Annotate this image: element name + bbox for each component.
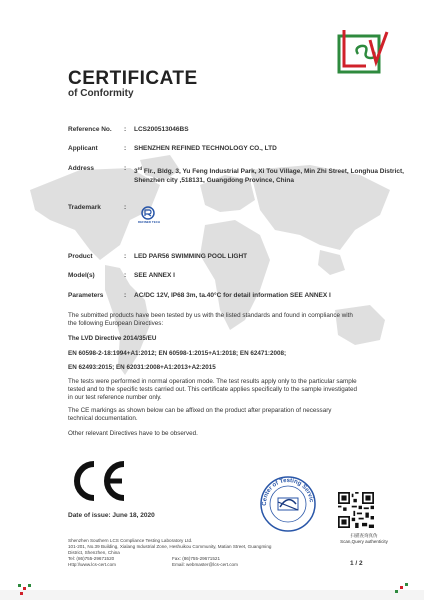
address-text: Flr., Bldg. 3, Yu Feng Industrial Park, Xi Tou Village, Min Zhi Street, Longhua District, Shenzhen city ,518131, Guangdong Province, China [134,168,404,184]
trademark-label: Trademark [68,204,101,211]
model-colon: : [124,272,127,279]
product-value: LED PAR56 SWIMMING POOL LIGHT [134,253,248,260]
footer-email[interactable]: Email: webmaster@lcs-cert.com [172,562,238,567]
parameters-label: Parameters [68,292,104,299]
footer-tel: Tel: (86)755-29671520 [68,556,115,561]
parameters-colon: : [124,292,127,299]
reference-colon: : [124,126,127,133]
product-colon: : [124,253,127,260]
address-value [134,165,414,185]
ce-mark-icon [66,458,130,504]
parameters-value: AC/DC 12V, IP68 3m, ta.40°C for detail information SEE ANNEX I [134,292,331,299]
footer-fax: Fax: (86)755-29671521 [172,556,221,561]
applicant-colon: : [124,145,127,152]
qr-label-en: Scan,Query authenticity [340,539,388,544]
footer-web[interactable]: Http:\\www.lcs-cert.com [68,562,116,567]
footer-web-row [68,562,338,568]
seal-text: Center of Testing Servic [261,477,314,506]
certificate-title: CERTIFICATE [68,68,198,89]
page-number: 1 / 2 [350,560,363,567]
issue-date: Date of issue: June 18, 2020 [68,512,155,519]
footer-line-3: District, Shenzhen, China [68,550,120,555]
address-number: 3 [134,168,138,176]
tests-text: The tests were performed in normal operation mode. The test results apply only to the particular sample tested and to the specific tests carried out. This certificate applies specifically to the sample investigated in our test reference number only. [68,378,357,402]
qr-label [334,533,394,545]
reference-label: Reference No. [68,126,112,133]
testing-service-seal [258,474,318,534]
footer-line-2: 101-201, No.39 Building, Xialang Industrial Zone, Heshuikou Community, Matian Street, Guangming [68,544,272,549]
applicant-label: Applicant [68,145,98,152]
applicant-value: SHENZHEN REFINED TECHNOLOGY CO., LTD [134,145,277,152]
ce-marking-text: The CE markings as shown below can be affixed on the product after preparation of necessary technical documentation. [68,407,332,423]
address-label: Address [68,165,95,172]
other-directives-text: Other relevant Directives have to be observed. [68,430,198,437]
trademark-icon [140,206,156,220]
lcs-logo [336,26,390,80]
model-label: Model(s) [68,272,95,279]
product-label: Product [68,253,93,260]
directive-text: The LVD Directive 2014/35/EU [68,335,157,342]
trademark-logo [134,206,164,224]
footer-line-1: Shenzhen Southern LCS Compliance Testing Laboratory Ltd. [68,538,193,543]
decorative-bottom-strip [0,582,424,600]
address-superscript: rd [137,166,143,171]
qr-label-cn: 扫描查询真伪 [350,533,378,538]
footer-address [68,538,338,568]
reference-value: LCS200513046BS [134,126,189,133]
standards-line-2: EN 62493:2015; EN 62031:2008+A1:2013+A2:2015 [68,364,216,371]
qr-code[interactable] [338,492,374,528]
certificate-subtitle: of Conformity [68,88,134,99]
intro-text: The submitted products have been tested by us with the listed standards and found in compliance with the following European Directives: [68,312,353,328]
trademark-text: REFINED TECH [137,220,161,224]
trademark-colon: : [124,204,127,211]
address-colon: : [124,165,127,172]
model-value: SEE ANNEX I [134,272,175,279]
standards-line-1: EN 60598-2-18:1994+A1:2012; EN 60598-1:2015+A1:2018; EN 62471:2008; [68,350,287,357]
